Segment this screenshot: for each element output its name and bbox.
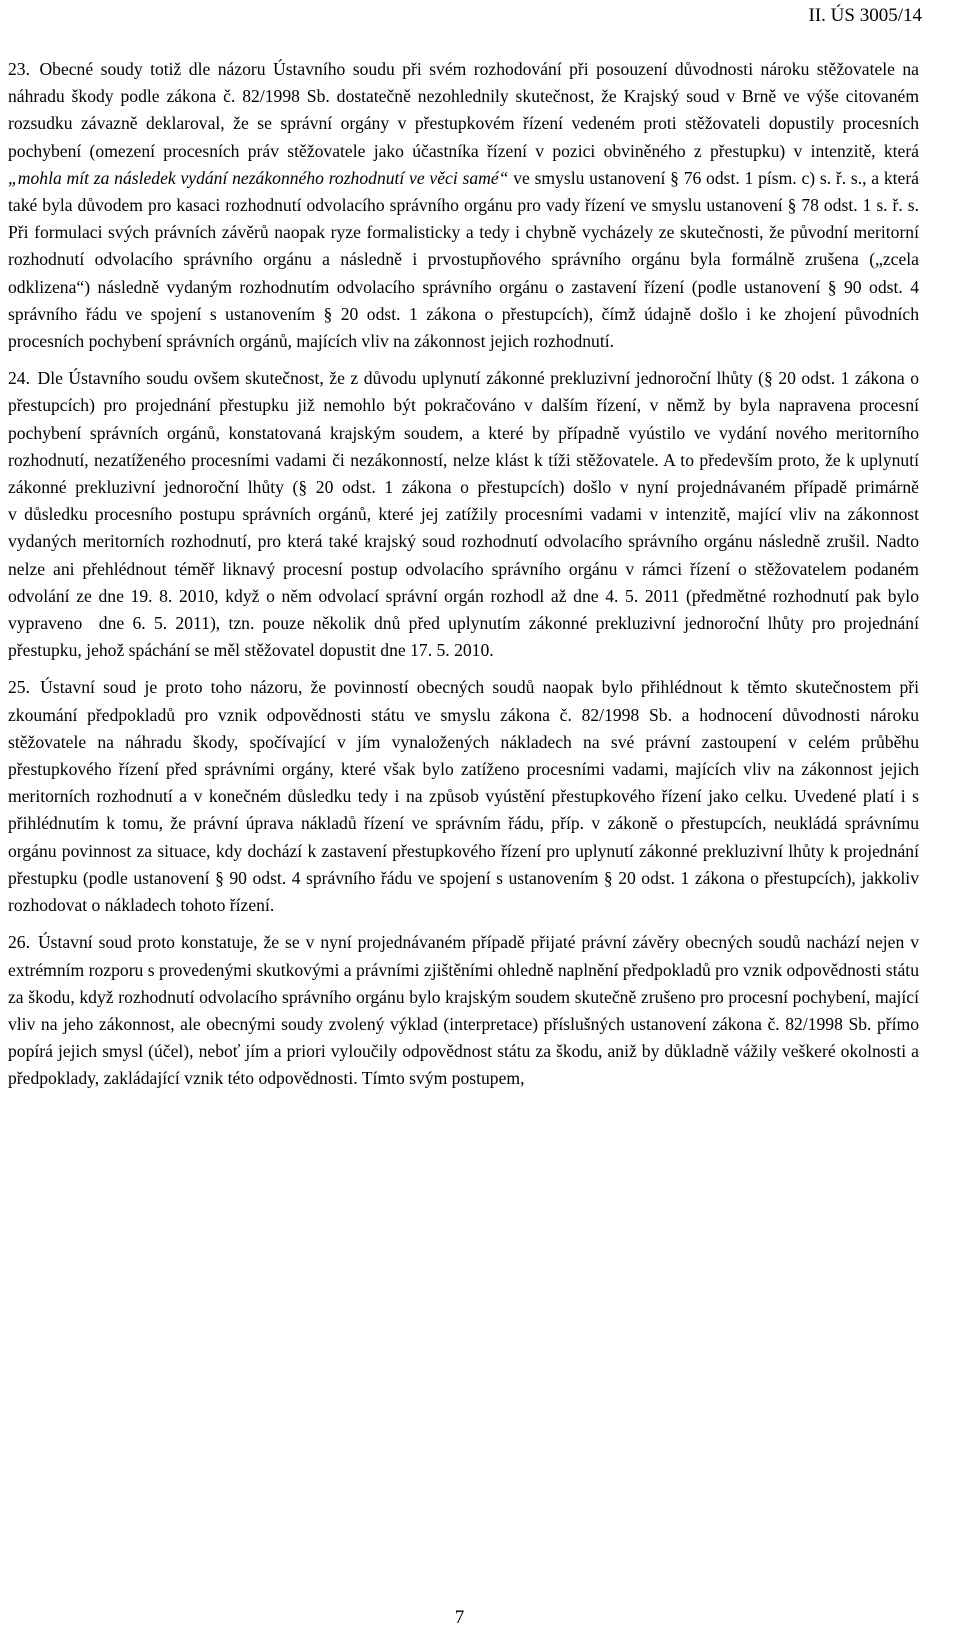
document-body — [8, 56, 919, 1103]
paragraph-text: Dle Ústavního soudu ovšem skutečnost, že z důvodu uplynutí zákonné prekluzivní jednoroční lhůty (§ 20 odst. 1 zákona o přestupcích) pro projednání přestupku již nemohlo být pokračováno v dalším řízení, v němž by byla napravena procesní pochybení správních orgánů, konstatovaná krajským soudem, a které by případně vyústilo ve vydání nového meritorního rozhodnutí, nezatíženého procesními vadami či nezákonností, nelze klást k tíži stěžovatele. A to především proto, že k uplynutí zákonné prekluzivní jednoroční lhůty (§ 20 odst. 1 zákona o přestupcích) došlo v nyní projednávaném případě primárně v důsledku procesního postupu správních orgánů, které jej zatížily procesními vadami v intenzitě, mající vliv na zákonnost vydaných meritorních rozhodnutí, pro která také krajský soud rozhodnutí odvolacího správního orgánu následně zrušil. Nadto nelze ani přehlédnout téměř liknavý procesní postup odvolacího správního orgánu v rámci řízení o stěžovatelem podaném odvolání ze dne 19. 8. 2010, když o něm odvolací správní orgán rozhodl až dne 4. 5. 2011 (předmětné rozhodnutí pak bylo vypraveno dne 6. 5. 2011), tzn. pouze několik dnů před uplynutím zákonné prekluzivní jednoroční lhůty pro projednání přestupku, jehož spáchání se měl stěžovatel dopustit dne 17. 5. 2010. — [8, 368, 919, 661]
paragraph-24 — [8, 365, 919, 664]
paragraph-number: 24. — [8, 368, 30, 389]
paragraph-number: 23. — [8, 59, 30, 79]
page-number: 7 — [454, 1607, 465, 1628]
paragraph-23 — [8, 56, 919, 355]
paragraph-text: Ústavní soud proto konstatuje, že se v nyní projednávaném případě přijaté právní závěry obecných soudů nachází nejen v extrémním rozporu s provedenými skutkovými a právními zjištěními ohledně naplnění předpokladů pro vznik odpovědnosti státu za škodu, když rozhodnutí odvolacího správního orgánu bylo krajským soudem skutečně zrušeno pro procesní pochybení, mající vliv na jeho zákonnost, ale obecnými soudy zvolený výklad (interpretace) příslušných ustanovení zákona č. 82/1998 Sb. přímo popírá jejich smysl (účel), neboť jím a priori vyloučily odpovědnost státu za škodu, aniž by důkladně vážily veškeré okolnosti a předpoklady, zakládající vznik této odpovědnosti. Tímto svým postupem, — [8, 932, 919, 1089]
paragraph-number: 26. — [8, 932, 30, 953]
paragraph-26 — [8, 929, 919, 1092]
paragraph-text: Obecné soudy totiž dle názoru Ústavního soudu při svém rozhodování při posouzení důvodnosti nároku stěžovatele na náhradu škody podle zákona č. 82/1998 Sb. dostatečně nezohlednily skutečnost, že Krajský soud v Brně ve výše citovaném rozsudku závazně deklaroval, že se správní orgány v přestupkovém řízení vedeném proti stěžovateli dopustily procesních pochybení (omezení procesních práv stěžovatele jako účastníka řízení v pozici obviněného z přestupku) v intenzitě, která „mohla mít za následek vydání nezákonného rozhodnutí ve věci samé“ ve smyslu ustanovení § 76 odst. 1 písm. c) s. ř. s., a která také byla důvodem pro kasaci rozhodnutí odvolacího správního orgánu pro vady řízení ve smyslu ustanovení § 78 odst. 1 s. ř. s. Při formulaci svých právních závěrů naopak ryze formalisticky a tedy i chybně vycházely ze skutečnosti, že původní meritorní rozhodnutí odvolacího správního orgánu a následně i prvostupňového správního orgánu byla formálně zrušena („zcela odklizena“) následně vydaným rozhodnutím odvolacího správního orgánu o zastavení řízení (podle ustanovení § 90 odst. 4 správního řádu ve spojení s ustanovením § 20 odst. 1 zákona o přestupcích), čímž údajně došlo i ke zhojení původních procesních pochybení správních orgánů, majících vliv na zákonnost jejich rozhodnutí. — [8, 59, 919, 352]
paragraph-number: 25. — [8, 677, 30, 698]
paragraph-25 — [8, 674, 919, 919]
case-reference: II. ÚS 3005/14 — [808, 5, 922, 26]
paragraph-text: Ústavní soud je proto toho názoru, že povinností obecných soudů naopak bylo přihlédnout k těmto skutečnostem při zkoumání předpokladů pro vznik odpovědnosti státu ve smyslu zákona č. 82/1998 Sb. a hodnocení důvodnosti nároku stěžovatele na náhradu škody, spočívající v jím vynaložených nákladech na své právní zastoupení v celém průběhu přestupkového řízení před správními orgány, které však bylo zatíženo procesními vadami, majících vliv na zákonnost jejich meritorních rozhodnutí a v konečném důsledku tedy i na způsob vyústění přestupkového řízení jako celku. Uvedené platí i s přihlédnutím k tomu, že právní úprava nákladů řízení ve správním řádu, příp. v zákoně o přestupcích, neukládá správnímu orgánu povinnost za situace, kdy dochází k zastavení přestupkového řízení pro uplynutí zákonné prekluzivní lhůty k projednání přestupku (podle ustanovení § 90 odst. 4 správního řádu ve spojení s ustanovením § 20 odst. 1 zákona o přestupcích), jakkoliv rozhodovat o nákladech tohoto řízení. — [8, 677, 919, 916]
